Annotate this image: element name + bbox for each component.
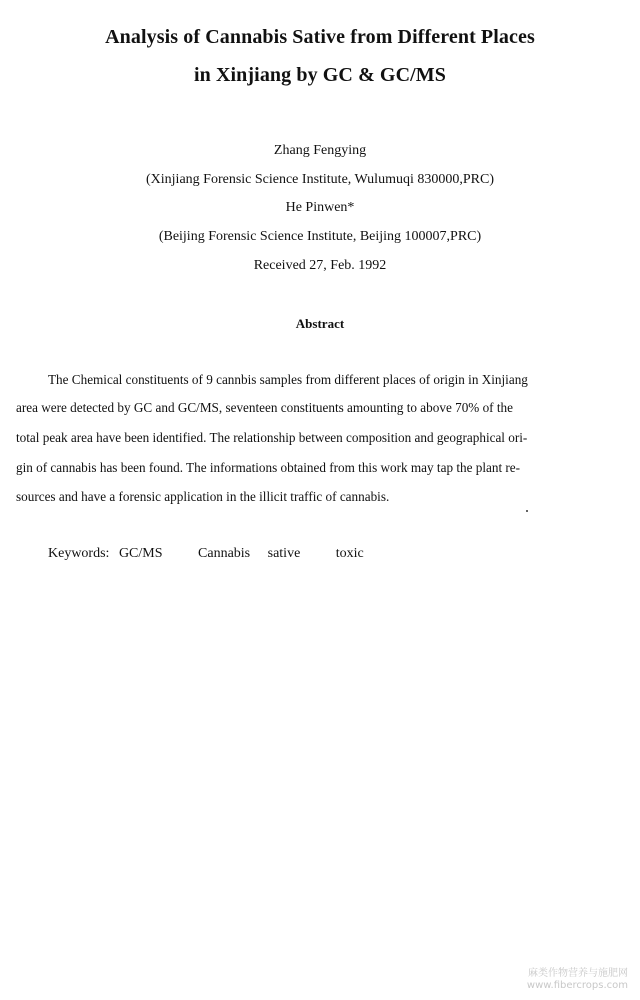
keyword-item: sative bbox=[267, 546, 301, 561]
keywords-line bbox=[48, 546, 364, 562]
author-name-2: He Pinwen* bbox=[285, 200, 355, 215]
keywords-label: Keywords: bbox=[48, 546, 110, 561]
watermark-line-2: www.fibercrops.com bbox=[526, 980, 628, 991]
site-watermark bbox=[527, 968, 628, 992]
paper-title-line-1: Analysis of Cannabis Sative from Different Places bbox=[105, 26, 535, 48]
abstract-line-3: total peak area have been identified. The relationship between composition and geographical ori- bbox=[16, 430, 528, 445]
received-date: Received 27, Feb. 1992 bbox=[253, 258, 387, 273]
stray-mark bbox=[526, 510, 528, 512]
author-name-1: Zhang Fengying bbox=[273, 143, 367, 158]
abstract-line-2: area were detected by GC and GC/MS, seventeen constituents amounting to above 70% of the bbox=[16, 400, 513, 415]
abstract-heading: Abstract bbox=[295, 316, 345, 331]
keyword-item: toxic bbox=[335, 546, 364, 561]
author-affiliation-1: (Xinjiang Forensic Science Institute, Wulumuqi 830000,PRC) bbox=[146, 172, 494, 187]
abstract-line-5: sources and have a forensic application in the illicit traffic of cannabis. bbox=[16, 489, 390, 504]
paper-title-line-2: in Xinjiang by GC & GC/MS bbox=[194, 64, 446, 86]
watermark-line-1: 麻类作物营养与施肥网 bbox=[528, 968, 628, 979]
author-affiliation-2: (Beijing Forensic Science Institute, Beijing 100007,PRC) bbox=[158, 229, 482, 244]
abstract-line-1: The Chemical constituents of 9 cannbis samples from different places of origin in Xinjiang bbox=[48, 372, 528, 387]
keyword-item: Cannabis bbox=[198, 546, 251, 561]
abstract-line-4: gin of cannabis has been found. The informations obtained from this work may tap the plant re- bbox=[16, 460, 521, 475]
keyword-item: GC/MS bbox=[118, 546, 163, 561]
